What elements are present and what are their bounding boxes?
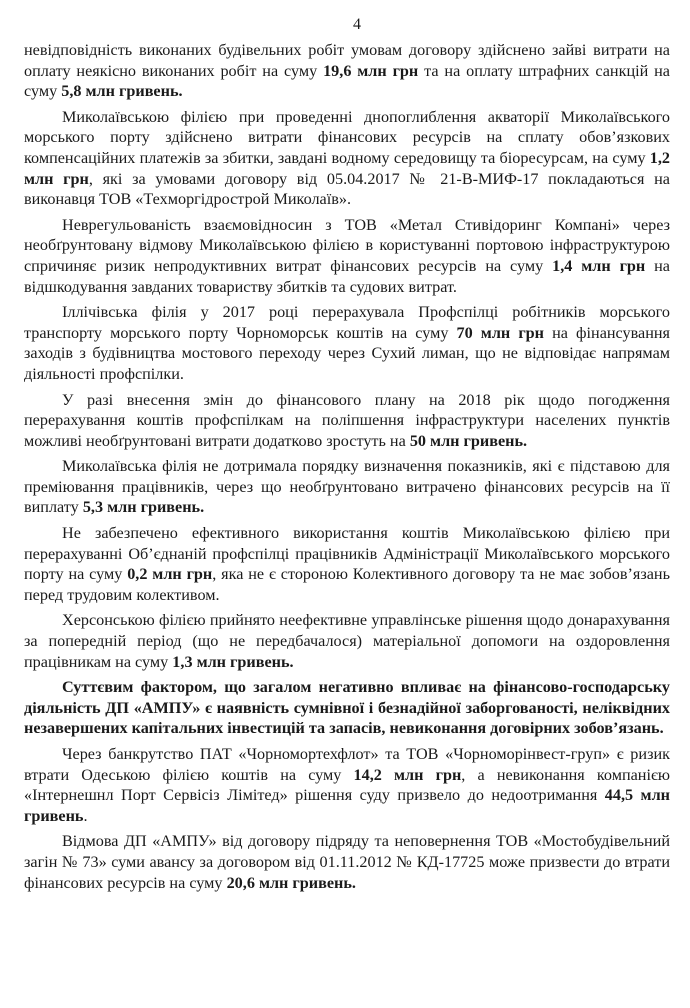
paragraph bbox=[24, 40, 670, 102]
text-segment: Через банкрутство ПАТ «Чорномортехфлот» та ТОВ «Чорноморінвест-груп» є ризик втрати Одеською філією коштів на суму bbox=[24, 745, 670, 784]
bold-amount: 20,6 млн гривень. bbox=[226, 873, 356, 892]
paragraph bbox=[24, 744, 670, 826]
paragraph bbox=[24, 302, 670, 384]
text-segment: на фінансування заходів з будівництва мостового переходу через Сухий лиман, що не відповідає напрямам діяльності профспілки. bbox=[24, 323, 670, 383]
page-number: 4 bbox=[353, 16, 361, 33]
paragraph bbox=[24, 390, 670, 452]
text-segment: Неврегульованість взаємовідносин з ТОВ «Метал Стивідоринг Компані» через необґрунтовану відмову Миколаївською філією в користуванні портовою інфраструктурою спричиняє ризик непродуктивних витрат фінансових ресурсів на суму bbox=[24, 215, 670, 275]
paragraph bbox=[24, 523, 670, 605]
text-segment: невідповідність виконаних будівельних робіт умовам договору здійснено зайві витрати на оплату неякісно виконаних робіт на суму bbox=[24, 41, 670, 80]
text-segment: У разі внесення змін до фінансового плану на 2018 рік щодо погодження перерахування коштів профспілкам на поліпшення інфраструктури населених пунктів можливі необґрунтовані витрати додатково зростуть на bbox=[24, 390, 670, 450]
bold-amount: 50 млн гривень. bbox=[409, 431, 528, 450]
text-segment: Відмова ДП «АМПУ» від договору підряду та неповернення ТОВ «Мостобудівельний загін № 73» суми авансу за договором від 01.11.2012 № КД-17725 може призвести до втрати фінансових ресурсів на суму bbox=[24, 832, 670, 892]
paragraph bbox=[24, 215, 670, 297]
text-segment: Миколаївською філією при проведенні днопоглиблення акваторії Миколаївського морського порту здійснено витрати фінансових ресурсів на сплату обов’язкових компенсаційних платежів за збитки, завдані водному середовищу та біоресурсам, на суму bbox=[24, 107, 670, 167]
bold-amount: 44,5 млн гривень bbox=[24, 786, 670, 825]
text-segment: , а невиконання компанією «Інтернешнл Порт Сервісіз Лімітед» рішення суду призвело до недоотримання bbox=[24, 765, 670, 805]
bold-amount: 0,2 млн грн bbox=[127, 565, 213, 584]
text-segment: Не забезпечено ефективного використання коштів Миколаївською філією при перерахуванні Об’єднаній профспілці працівників Адміністрації Миколаївського морського порту на суму bbox=[24, 524, 670, 584]
paragraph bbox=[24, 107, 670, 210]
paragraph bbox=[24, 456, 670, 518]
bold-amount: 1,2 млн грн bbox=[24, 148, 670, 188]
bold-amount: 1,4 млн грн bbox=[552, 256, 646, 275]
bold-amount: 1,3 млн гривень. bbox=[172, 652, 294, 671]
text-segment: Миколаївська філія не дотримала порядку визначення показників, які є підставою для преміювання працівників, через що необґрунтовано витрачено фінансових ресурсів на її виплату bbox=[24, 457, 670, 517]
document-body bbox=[24, 40, 670, 893]
bold-amount: 5,3 млн гривень. bbox=[82, 498, 205, 517]
document-page bbox=[24, 14, 670, 898]
text-segment: , які за умовами договору від 05.04.2017 № 21-В-МИФ-17 покладаються на виконавця ТОВ «Техморгідрострой Миколаїв». bbox=[24, 169, 670, 209]
bold-amount: 19,6 млн грн bbox=[323, 61, 419, 80]
paragraph bbox=[24, 831, 670, 893]
bold-amount: 70 млн грн bbox=[456, 323, 545, 342]
text-segment: Іллічівська філія у 2017 році перерахувала Профспілці робітників морського транспорту морського порту Чорноморськ коштів на суму bbox=[24, 303, 670, 342]
bold-amount: 5,8 млн гривень. bbox=[61, 82, 183, 101]
text-segment: , яка не є стороною Колективного договору та не має зобов’язань перед трудовим колективом. bbox=[24, 565, 670, 604]
paragraph bbox=[24, 677, 670, 739]
text-segment: та на оплату штрафних санкцій на суму bbox=[24, 61, 670, 101]
text-segment: на відшкодування завданих товариству збитків та судових витрат. bbox=[24, 256, 670, 296]
bold-amount: 14,2 млн грн bbox=[353, 765, 462, 784]
text-segment: Херсонською філією прийнято неефективне управлінське рішення щодо донарахування за попередній період (що не передбачалося) матеріальної допомоги на оздоровлення працівникам на суму bbox=[24, 611, 670, 671]
text-segment: . bbox=[83, 806, 88, 825]
paragraph bbox=[24, 610, 670, 672]
bold-amount: Суттєвим фактором, що загалом негативно впливає на фінансово-господарську діяльність ДП «АМПУ» є наявність сумнівної і безнадійної заборгованості, неліквідних незавершених капітальних інвестицій та запасів, невиконання договірних зобов’язань. bbox=[24, 678, 670, 738]
